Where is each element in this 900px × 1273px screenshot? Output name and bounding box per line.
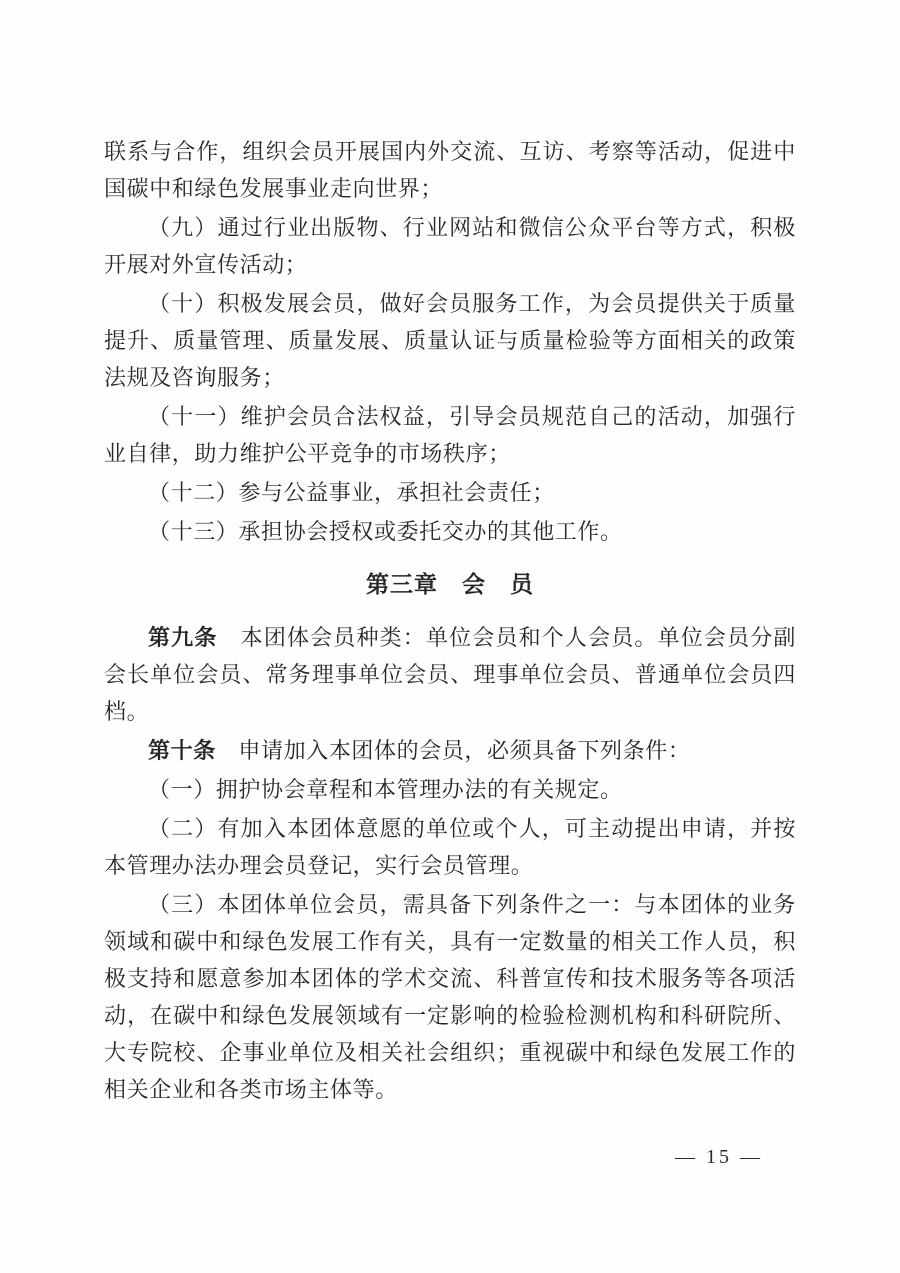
paragraph-text: （十二）参与公益事业，承担社会责任； [148,480,555,505]
chapter-heading: 第三章 会 员 [366,572,534,597]
paragraph-text: （一）拥护协会章程和本管理办法的有关规定。 [148,777,623,802]
paragraph [104,886,796,1108]
paragraph [104,209,796,283]
paragraph-text: （三）本团体单位会员，需具备下列条件之一：与本团体的业务领域和碳中和绿色发展工作有关，具有一定数量的相关工作人员，积极支持和愿意参加本团体的学术交流、科普宣传和技术服务等各项活动，在碳中和绿色发展领域有一定影响的检验检测机构和科研院所、大专院校、企事业单位及相关社会组织；重视碳中和绿色发展工作的相关企业和各类市场主体等。 [104,892,796,1102]
page-content [104,133,796,1110]
paragraph-text: （九）通过行业出版物、行业网站和微信公众平台等方式，积极开展对外宣传活动； [104,215,796,277]
paragraph [104,771,796,808]
paragraph-text: 联系与合作，组织会员开展国内外交流、互访、考察等活动，促进中国碳中和绿色发展事业走向世界； [104,139,796,201]
paragraph-text: 申请加入本团体的会员，必须具备下列条件： [215,738,691,763]
paragraph-text: （十一）维护会员合法权益，引导会员规范自己的活动，加强行业自律，助力维护公平竞争的市场秩序； [104,404,796,466]
paragraph-text: 本团体会员种类：单位会员和个人会员。单位会员分副会长单位会员、常务理事单位会员、理事单位会员、普通单位会员四档。 [104,625,796,724]
paragraph [104,513,796,550]
paragraph [104,810,796,884]
paragraph [104,398,796,472]
paragraph-article [104,619,796,730]
paragraph [104,285,796,396]
page-footer [675,1144,763,1170]
paragraph-text: （十三）承担协会授权或委托交办的其他工作。 [148,519,623,544]
article-number: 第十条 [148,738,216,763]
article-number: 第九条 [148,625,218,650]
paragraph-article [104,732,796,769]
paragraph [104,474,796,511]
page-number: — 15 — [675,1146,763,1168]
paragraph-text: （二）有加入本团体意愿的单位或个人，可主动提出申请，并按本管理办法办理会员登记，实行会员管理。 [104,816,796,878]
paragraph-text: （十）积极发展会员，做好会员服务工作，为会员提供关于质量提升、质量管理、质量发展、质量认证与质量检验等方面相关的政策法规及咨询服务； [104,291,796,390]
paragraph [104,133,796,207]
